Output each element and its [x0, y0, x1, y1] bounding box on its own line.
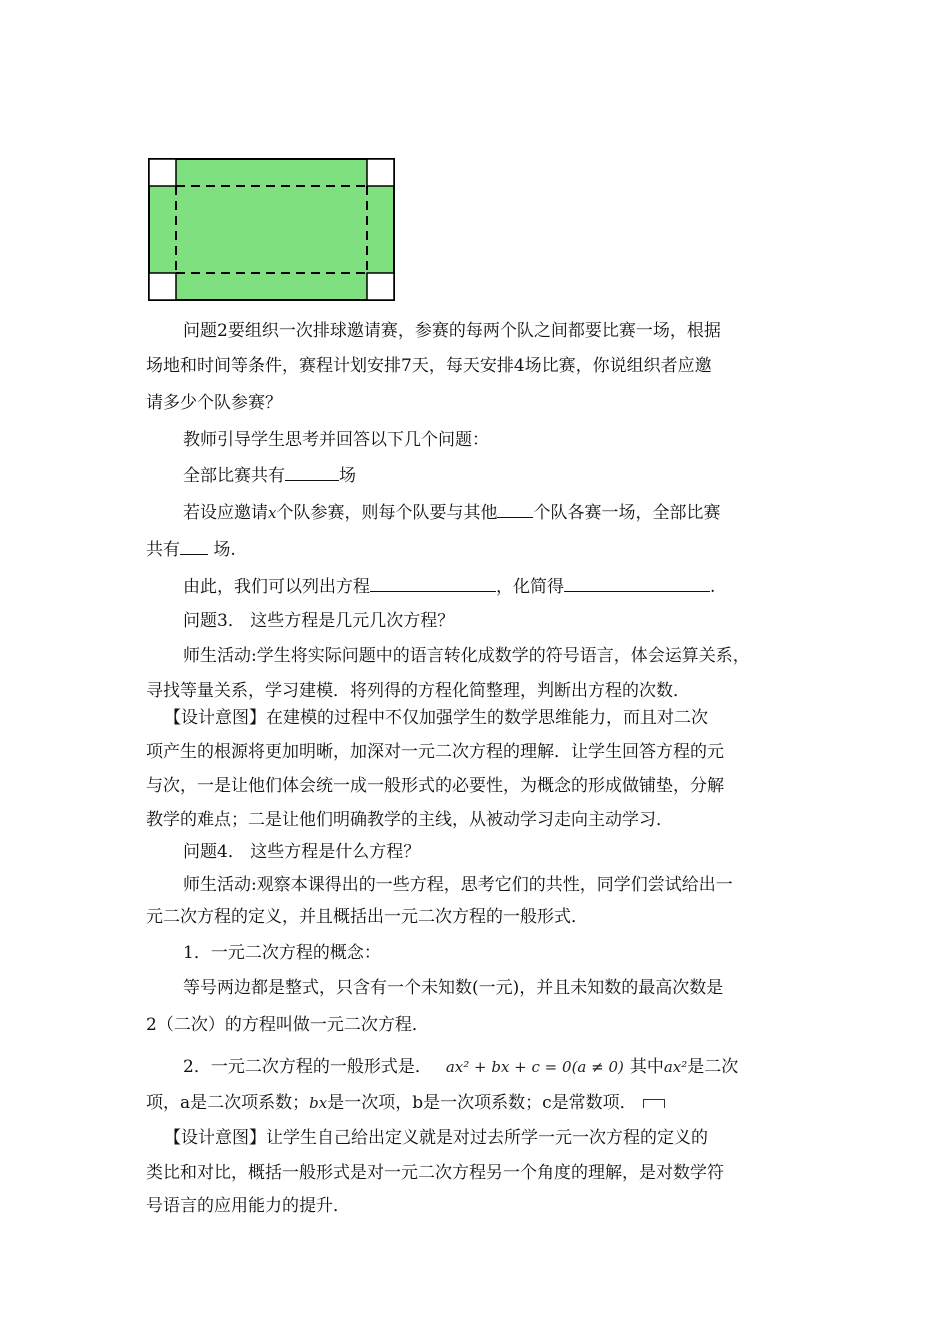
corner-square-bottom-right — [367, 273, 394, 300]
text-line: 寻找等量关系，学习建模．将列得的方程化简整理，判断出方程的次数． — [146, 681, 690, 701]
text-line: 与次，一是让他们体会统一成一般形式的必要性，为概念的形成做铺垫，分解 — [146, 776, 724, 796]
text-line: 2．一元二次方程的一般形式是． ax² + bx + c = 0(a ≠ 0) 其中ax²是二次 — [183, 1057, 739, 1077]
rectangle-cut-corners-figure — [148, 158, 395, 301]
text-line: 【设计意图】在建模的过程中不仅加强学生的数学思维能力，而且对二次 — [164, 708, 708, 728]
text-line: 号语言的应用能力的提升． — [146, 1196, 350, 1216]
text-line: 师生活动:学生将实际问题中的语言转化成数学的符号语言，体会运算关系， — [183, 646, 750, 666]
text-line: 类比和对比，概括一般形式是对一元二次方程另一个角度的理解，是对数学符 — [146, 1163, 724, 1183]
answer-blank — [180, 537, 208, 555]
text-line: 项产生的根源将更加明晰，加深对一元二次方程的理解．让学生回答方程的元 — [146, 742, 724, 762]
general-form-formula: ax² + bx + c = 0(a ≠ 0) — [445, 1058, 624, 1076]
small-mark — [643, 1099, 665, 1108]
text-line: 问题4． 这些方程是什么方程？ — [183, 842, 421, 862]
text-line: 项，a是二次项系数；bx是一次项，b是一次项系数；c是常数项． — [146, 1091, 806, 1115]
corner-square-top-left — [149, 159, 176, 186]
text-line: 等号两边都是整式，只含有一个未知数(一元)，并且未知数的最高次数是 — [183, 978, 724, 998]
text-line: 场地和时间等条件，赛程计划安排7天，每天安排4场比赛，你说组织者应邀 — [146, 356, 712, 376]
answer-blank — [370, 574, 496, 592]
text-line: 教师引导学生思考并回答以下几个问题： — [183, 430, 489, 450]
answer-blank — [497, 500, 533, 518]
text-line: 请多少个队参赛？ — [146, 393, 282, 413]
text-line: 问题3． 这些方程是几元几次方程？ — [183, 611, 455, 631]
corner-square-top-right — [367, 159, 394, 186]
text-line: 教学的难点；二是让他们明确教学的主线，从被动学习走向主动学习． — [146, 810, 673, 830]
text-line: 问题2要组织一次排球邀请赛，参赛的每两个队之间都要比赛一场，根据 — [183, 321, 721, 341]
text-line: 师生活动:观察本课得出的一些方程，思考它们的共性，同学们尝试给出一 — [183, 875, 733, 895]
answer-blank — [285, 463, 339, 481]
text-line: 【设计意图】让学生自己给出定义就是对过去所学一元一次方程的定义的 — [164, 1128, 708, 1148]
text-line: 若设应邀请x个队参赛，则每个队要与其他 个队各赛一场，全部比赛 — [146, 500, 843, 525]
text-line: 元二次方程的定义，并且概括出一元二次方程的一般形式． — [146, 907, 588, 927]
text-line: 共有 场. — [146, 537, 806, 562]
answer-blank — [564, 574, 710, 592]
corner-square-bottom-left — [149, 273, 176, 300]
text-line: 2（二次）的方程叫做一元二次方程． — [146, 1015, 429, 1035]
text-line: 由此，我们可以列出方程 ，化简得 . — [146, 574, 843, 599]
text-line: 1．一元二次方程的概念： — [183, 943, 381, 963]
text-line: 全部比赛共有 场 — [146, 463, 843, 488]
